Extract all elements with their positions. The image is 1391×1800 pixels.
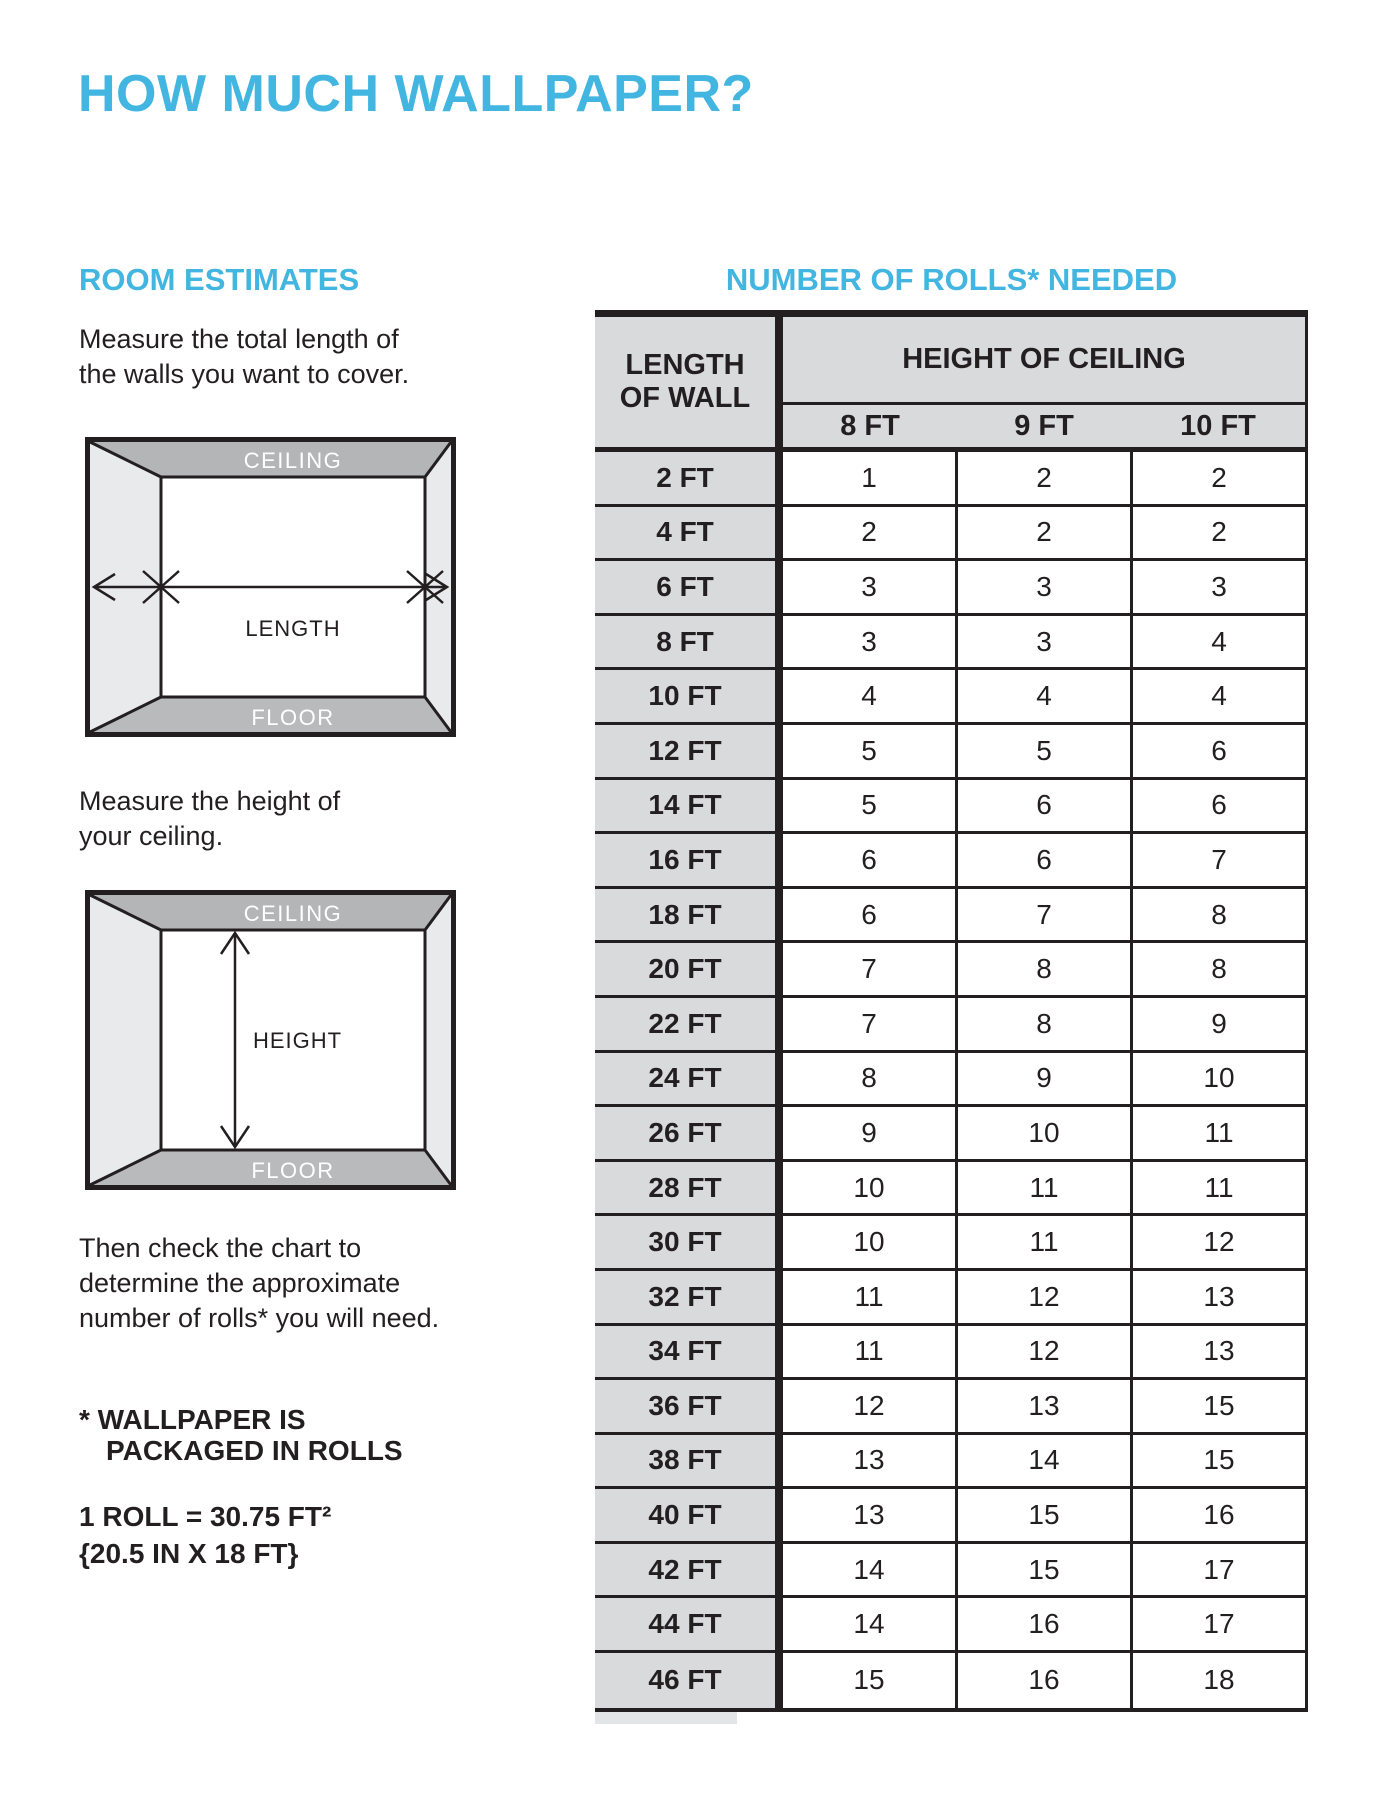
height-label: HEIGHT: [253, 1028, 343, 1053]
roll-count-cell: 13: [783, 1489, 958, 1541]
wall-length-label: 10 FT: [595, 670, 783, 722]
instruction-line: Measure the height of: [79, 786, 341, 816]
table-header: [595, 317, 1305, 452]
roll-count-cell: 1: [783, 452, 958, 504]
roll-count-cell: 16: [958, 1598, 1133, 1650]
wall-length-label: 34 FT: [595, 1326, 783, 1378]
roll-count-cells: [783, 1107, 1305, 1159]
wall-length-label: 44 FT: [595, 1598, 783, 1650]
roll-count-cell: 2: [1211, 461, 1227, 493]
right-wall-surface: [425, 895, 451, 1185]
roll-count-cells: [783, 616, 1305, 668]
roll-count-cell: 9: [1211, 1007, 1227, 1039]
table-row: [595, 1271, 1305, 1326]
roll-count-cell: 2: [783, 507, 958, 559]
wall-length-label: 14 FT: [595, 780, 783, 832]
roll-count-cell: 2: [1211, 516, 1227, 548]
column-header-9ft: 9 FT: [1014, 409, 1074, 442]
roll-count-cells: [783, 670, 1305, 722]
wall-length-label: 24 FT: [595, 1053, 783, 1105]
roll-count-cell: 15: [1203, 1389, 1235, 1421]
rolls-needed-table: [595, 310, 1308, 1712]
wall-length-label: 8 FT: [595, 616, 783, 668]
length-label: LENGTH: [245, 616, 341, 641]
instruction-line: your ceiling.: [79, 821, 224, 851]
roll-count-cells: [783, 1162, 1305, 1214]
wall-length-label: 32 FT: [595, 1271, 783, 1323]
roll-count-cell: 4: [783, 670, 958, 722]
roll-count-cell: 8: [1211, 898, 1227, 930]
header-line: LENGTH: [625, 349, 745, 381]
wall-length-label: 46 FT: [595, 1653, 783, 1708]
room-estimates-heading: ROOM ESTIMATES: [79, 262, 360, 297]
packaging-footnote: [79, 1404, 403, 1466]
roll-count-cells: [783, 1653, 1305, 1708]
roll-count-cell: 3: [783, 616, 958, 668]
roll-count-cell: 6: [1211, 734, 1227, 766]
roll-count-cell: 5: [783, 780, 958, 832]
table-row: [595, 1216, 1305, 1271]
roll-count-cells: [783, 561, 1305, 613]
roll-count-cell: 11: [783, 1326, 958, 1378]
roll-count-cell: 13: [1203, 1335, 1235, 1367]
roll-count-cell: 18: [1203, 1664, 1235, 1696]
header-line: OF WALL: [619, 382, 751, 414]
roll-count-cell: 10: [783, 1162, 958, 1214]
roll-count-cell: 7: [1211, 843, 1227, 875]
table-row: [595, 507, 1305, 562]
roll-count-cell: 12: [958, 1326, 1133, 1378]
roll-count-cell: 15: [958, 1489, 1133, 1541]
roll-count-cell: 17: [1203, 1553, 1235, 1585]
roll-count-cells: [783, 1326, 1305, 1378]
wall-length-label: 12 FT: [595, 725, 783, 777]
room-height-diagram: [85, 890, 456, 1190]
table-row: [595, 780, 1305, 835]
wall-length-label: 2 FT: [595, 452, 783, 504]
roll-count-cell: 14: [783, 1598, 958, 1650]
roll-count-cell: 2: [958, 507, 1133, 559]
footnote-line: PACKAGED IN ROLLS: [106, 1435, 403, 1466]
roll-count-cell: 3: [1211, 570, 1227, 602]
roll-count-cell: 8: [958, 943, 1133, 995]
roll-count-cell: 8: [1211, 953, 1227, 985]
length-of-wall-header: [595, 317, 783, 447]
roll-count-cell: 12: [783, 1380, 958, 1432]
roll-count-cells: [783, 1435, 1305, 1487]
roll-count-cell: 3: [958, 616, 1133, 668]
instruction-line: Measure the total length of: [79, 324, 399, 354]
roll-count-cell: 13: [958, 1380, 1133, 1432]
wall-length-label: 6 FT: [595, 561, 783, 613]
roll-size-line: {20.5 IN X 18 FT}: [79, 1538, 299, 1569]
column-header-10ft: 10 FT: [1180, 409, 1256, 442]
footnote-line: * WALLPAPER IS: [79, 1404, 306, 1435]
roll-count-cell: 7: [958, 889, 1133, 941]
wall-length-label: 4 FT: [595, 507, 783, 559]
room-length-diagram: [85, 437, 456, 737]
wall-length-label: 16 FT: [595, 834, 783, 886]
roll-count-cells: [783, 1489, 1305, 1541]
roll-count-cell: 10: [783, 1216, 958, 1268]
roll-count-cell: 3: [958, 561, 1133, 613]
roll-count-cell: 11: [1204, 1116, 1234, 1148]
roll-count-cell: 6: [783, 834, 958, 886]
table-row: [595, 1653, 1305, 1708]
ceiling-height-header-group: [783, 317, 1305, 447]
roll-count-cells: [783, 1380, 1305, 1432]
table-row: [595, 1162, 1305, 1217]
table-row: [595, 943, 1305, 998]
roll-size-line: 1 ROLL = 30.75 FT²: [79, 1501, 332, 1532]
instruction-line: the walls you want to cover.: [79, 359, 410, 389]
roll-count-cell: 13: [783, 1435, 958, 1487]
page-title: HOW MUCH WALLPAPER?: [78, 65, 754, 123]
table-row: [595, 1380, 1305, 1435]
roll-count-cell: 15: [783, 1653, 958, 1708]
roll-count-cell: 2: [958, 452, 1133, 504]
roll-count-cells: [783, 1598, 1305, 1650]
ceiling-label: CEILING: [243, 901, 343, 926]
roll-count-cell: 7: [783, 943, 958, 995]
measure-height-instruction: [79, 784, 340, 854]
wall-length-label: 18 FT: [595, 889, 783, 941]
roll-count-cells: [783, 725, 1305, 777]
table-row: [595, 725, 1305, 780]
roll-count-cell: 15: [1203, 1444, 1235, 1476]
roll-count-cell: 15: [958, 1544, 1133, 1596]
roll-count-cells: [783, 780, 1305, 832]
roll-count-cell: 11: [958, 1216, 1133, 1268]
roll-count-cell: 6: [958, 834, 1133, 886]
roll-count-cell: 14: [783, 1544, 958, 1596]
roll-count-cell: 9: [958, 1053, 1133, 1105]
wall-length-label: 26 FT: [595, 1107, 783, 1159]
instruction-line: Then check the chart to: [79, 1233, 362, 1263]
roll-count-cells: [783, 998, 1305, 1050]
table-row: [595, 998, 1305, 1053]
roll-count-cell: 5: [958, 725, 1133, 777]
roll-count-cell: 10: [1203, 1062, 1235, 1094]
table-row: [595, 616, 1305, 671]
wall-length-label: 42 FT: [595, 1544, 783, 1596]
roll-count-cell: 16: [958, 1653, 1133, 1708]
roll-count-cell: 4: [1211, 680, 1227, 712]
roll-count-cell: 7: [783, 998, 958, 1050]
roll-count-cell: 14: [958, 1435, 1133, 1487]
table-row: [595, 1598, 1305, 1653]
height-of-ceiling-header: HEIGHT OF CEILING: [783, 317, 1305, 405]
roll-count-cell: 6: [958, 780, 1133, 832]
check-chart-instruction: [79, 1231, 439, 1336]
roll-count-cell: 3: [783, 561, 958, 613]
roll-count-cell: 9: [783, 1107, 958, 1159]
roll-count-cells: [783, 1544, 1305, 1596]
floor-label: FLOOR: [251, 1158, 335, 1183]
roll-count-cell: 12: [958, 1271, 1133, 1323]
ceiling-label: CEILING: [243, 448, 343, 473]
instruction-line: determine the approximate: [79, 1268, 401, 1298]
roll-count-cell: 6: [783, 889, 958, 941]
roll-count-cells: [783, 1216, 1305, 1268]
wall-length-label: 38 FT: [595, 1435, 783, 1487]
roll-count-cell: 10: [958, 1107, 1133, 1159]
wall-length-label: 20 FT: [595, 943, 783, 995]
roll-size-info: [79, 1498, 331, 1572]
roll-count-cell: 16: [1203, 1499, 1235, 1531]
table-row: [595, 452, 1305, 507]
floor-label: FLOOR: [251, 705, 335, 730]
roll-count-cells: [783, 452, 1305, 504]
roll-count-cell: 4: [1211, 625, 1227, 657]
roll-count-cell: 11: [958, 1162, 1133, 1214]
wall-length-label: 22 FT: [595, 998, 783, 1050]
table-row: [595, 834, 1305, 889]
roll-count-cell: 17: [1203, 1608, 1235, 1640]
table-row: [595, 1544, 1305, 1599]
roll-count-cells: [783, 943, 1305, 995]
table-row: [595, 1326, 1305, 1381]
roll-count-cell: 4: [958, 670, 1133, 722]
roll-count-cells: [783, 1053, 1305, 1105]
table-row: [595, 889, 1305, 944]
wall-length-label: 28 FT: [595, 1162, 783, 1214]
table-row: [595, 1107, 1305, 1162]
table-row: [595, 1053, 1305, 1108]
roll-count-cell: 12: [1203, 1226, 1235, 1258]
roll-count-cell: 5: [783, 725, 958, 777]
table-row: [595, 670, 1305, 725]
column-header-8ft: 8 FT: [840, 409, 900, 442]
roll-count-cells: [783, 507, 1305, 559]
measure-length-instruction: [79, 322, 409, 392]
rolls-table-body: [595, 452, 1305, 1708]
instruction-line: number of rolls* you will need.: [79, 1303, 440, 1333]
table-bottom-strip: [595, 1712, 737, 1724]
rolls-needed-heading: NUMBER OF ROLLS* NEEDED: [725, 262, 1178, 297]
roll-count-cell: 6: [1211, 789, 1227, 821]
roll-count-cell: 11: [783, 1271, 958, 1323]
wall-length-label: 36 FT: [595, 1380, 783, 1432]
table-row: [595, 1489, 1305, 1544]
roll-count-cell: 11: [1204, 1171, 1234, 1203]
roll-count-cells: [783, 889, 1305, 941]
roll-count-cells: [783, 1271, 1305, 1323]
roll-count-cell: 8: [783, 1053, 958, 1105]
ceiling-height-columns: [783, 405, 1305, 447]
roll-count-cell: 8: [958, 998, 1133, 1050]
table-row: [595, 1435, 1305, 1490]
roll-count-cells: [783, 834, 1305, 886]
left-wall-surface: [90, 895, 161, 1185]
roll-count-cell: 13: [1203, 1280, 1235, 1312]
wall-length-label: 30 FT: [595, 1216, 783, 1268]
wall-length-label: 40 FT: [595, 1489, 783, 1541]
table-row: [595, 561, 1305, 616]
